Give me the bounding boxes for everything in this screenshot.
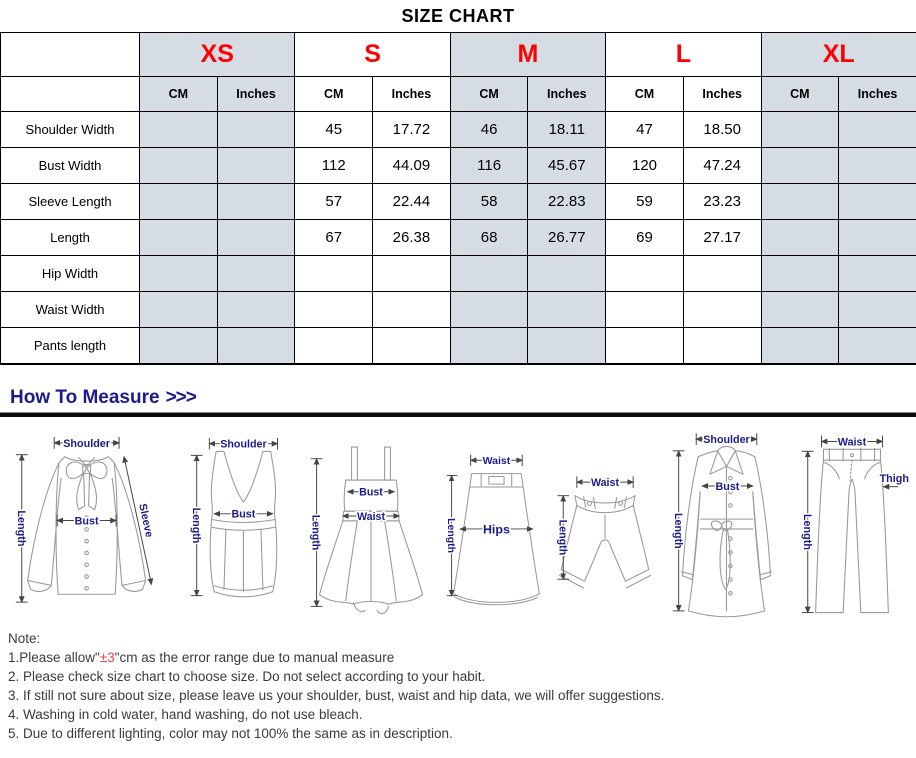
value-cell: 26.77 — [528, 220, 606, 256]
note-1-post: "cm as the error range due to manual measure — [115, 650, 394, 665]
value-cell — [761, 148, 839, 184]
size-header-row — [1, 33, 916, 77]
value-cell: 58 — [450, 184, 528, 220]
tank-shoulder-label: Shoulder — [221, 438, 267, 450]
table-row — [1, 112, 916, 148]
value-cell: 46 — [450, 112, 528, 148]
value-cell — [761, 220, 839, 256]
value-cell — [606, 256, 684, 292]
tank-top-outline — [210, 451, 277, 596]
row-label: Sleeve Length — [1, 184, 140, 220]
dress-bust-label: Bust — [359, 486, 383, 498]
value-cell — [606, 328, 684, 364]
notes-list — [8, 667, 916, 743]
value-cell — [373, 256, 451, 292]
tank-length-label: Length — [190, 507, 202, 543]
value-cell — [217, 292, 295, 328]
value-cell: 18.11 — [528, 112, 606, 148]
skirt-outline — [453, 473, 539, 604]
unit-header-xs-cm: CM — [140, 77, 218, 112]
unit-header-xl-cm: CM — [761, 77, 839, 112]
unit-header-m-cm: CM — [450, 77, 528, 112]
value-cell: 68 — [450, 220, 528, 256]
unit-header-xl-inches: Inches — [839, 77, 916, 112]
value-cell: 22.83 — [528, 184, 606, 220]
size-header-l: L — [606, 33, 761, 77]
value-cell — [217, 148, 295, 184]
value-cell — [295, 328, 373, 364]
note-line-2: 2. Please check size chart to choose size. Do not select according to your habit. — [8, 667, 916, 686]
notes-title: Note: — [8, 629, 916, 648]
value-cell — [761, 292, 839, 328]
value-cell — [839, 148, 916, 184]
shorts-outline — [560, 495, 651, 587]
dress-diagram — [303, 439, 439, 629]
row-label: Shoulder Width — [1, 112, 140, 148]
note-line-3: 3. If still not sure about size, please leave us your shoulder, bust, waist and hip data, we will offer suggestions. — [8, 686, 916, 705]
unit-header-s-cm: CM — [295, 77, 373, 112]
unit-header-l-cm: CM — [606, 77, 684, 112]
unit-header-m-inches: Inches — [528, 77, 606, 112]
note-line-1 — [8, 648, 916, 667]
value-cell — [450, 256, 528, 292]
row-label: Length — [1, 220, 140, 256]
size-chart-table — [0, 32, 916, 365]
page-title: SIZE CHART — [0, 6, 916, 32]
blouse-shoulder-label: Shoulder — [63, 437, 111, 449]
value-cell — [683, 292, 761, 328]
table-row — [1, 148, 916, 184]
value-cell — [217, 220, 295, 256]
table-row — [1, 256, 916, 292]
value-cell: 47 — [606, 112, 684, 148]
value-cell — [140, 292, 218, 328]
unit-header-s-inches: Inches — [373, 77, 451, 112]
row-label: Pants length — [1, 328, 140, 364]
blouse-length-label: Length — [15, 510, 27, 546]
skirt-hips-label: Hips — [483, 522, 510, 536]
size-header-xs: XS — [140, 33, 295, 77]
value-cell — [839, 328, 916, 364]
note-line-4: 4. Washing in cold water, hand washing, do not use bleach. — [8, 705, 916, 724]
value-cell: 27.17 — [683, 220, 761, 256]
value-cell — [450, 328, 528, 364]
value-cell: 44.09 — [373, 148, 451, 184]
how-to-measure-heading — [10, 387, 916, 409]
pants-diagram — [792, 429, 910, 627]
notes-section — [8, 629, 916, 743]
value-cell — [528, 256, 606, 292]
value-cell — [140, 256, 218, 292]
value-cell — [606, 292, 684, 328]
value-cell — [217, 112, 295, 148]
coat-length-label: Length — [671, 512, 683, 548]
value-cell: 18.50 — [683, 112, 761, 148]
value-cell — [761, 328, 839, 364]
value-cell — [140, 148, 218, 184]
skirt-waist-label: Waist — [483, 456, 511, 467]
value-cell: 59 — [606, 184, 684, 220]
value-cell — [217, 184, 295, 220]
value-cell — [761, 112, 839, 148]
value-cell — [373, 292, 451, 328]
value-cell: 120 — [606, 148, 684, 184]
dress-length-label: Length — [309, 514, 321, 550]
value-cell — [761, 256, 839, 292]
table-corner-top — [1, 33, 140, 77]
value-cell — [683, 256, 761, 292]
size-header-xl: XL — [761, 33, 916, 77]
value-cell — [295, 292, 373, 328]
measure-diagrams — [0, 417, 916, 621]
value-cell — [761, 184, 839, 220]
value-cell: 67 — [295, 220, 373, 256]
value-cell: 69 — [606, 220, 684, 256]
value-cell — [373, 328, 451, 364]
pants-outline — [816, 448, 889, 612]
skirt-length-label: Length — [445, 518, 456, 553]
value-cell — [839, 220, 916, 256]
shorts-diagram — [551, 451, 659, 621]
note-1-tolerance: ±3 — [100, 650, 115, 665]
size-header-s: S — [295, 33, 450, 77]
value-cell — [839, 184, 916, 220]
value-cell — [450, 292, 528, 328]
value-cell: 23.23 — [683, 184, 761, 220]
dress-outline — [319, 447, 422, 614]
note-1-pre: 1.Please allow" — [8, 650, 100, 665]
how-to-measure-text: How To Measure — [10, 387, 160, 408]
table-row — [1, 220, 916, 256]
unit-header-l-inches: Inches — [683, 77, 761, 112]
value-cell: 45.67 — [528, 148, 606, 184]
unit-header-row — [1, 77, 916, 112]
row-label: Waist Width — [1, 292, 140, 328]
value-cell — [140, 328, 218, 364]
value-cell: 26.38 — [373, 220, 451, 256]
coat-shoulder-label: Shoulder — [703, 434, 750, 446]
value-cell: 22.44 — [373, 184, 451, 220]
value-cell — [217, 256, 295, 292]
unit-header-xs-inches: Inches — [217, 77, 295, 112]
shorts-waist-label: Waist — [591, 476, 620, 488]
value-cell: 47.24 — [683, 148, 761, 184]
value-cell — [528, 328, 606, 364]
shorts-length-label: Length — [557, 519, 569, 555]
value-cell — [140, 220, 218, 256]
value-cell: 45 — [295, 112, 373, 148]
table-corner-bottom — [1, 77, 140, 112]
table-row — [1, 328, 916, 364]
table-row — [1, 292, 916, 328]
dress-waist-label: Waist — [357, 510, 386, 522]
value-cell — [140, 184, 218, 220]
pants-length-label: Length — [801, 513, 813, 549]
value-cell — [217, 328, 295, 364]
value-cell — [140, 112, 218, 148]
value-cell — [528, 292, 606, 328]
pants-thigh-label: Thigh — [880, 472, 909, 484]
chevron-right-icon: >>> — [166, 387, 196, 408]
skirt-diagram — [444, 445, 546, 631]
tank-bust-label: Bust — [232, 508, 256, 520]
note-line-5: 5. Due to different lighting, color may not 100% the same as in description. — [8, 724, 916, 743]
size-header-m: M — [450, 33, 605, 77]
table-row — [1, 184, 916, 220]
tank-top-diagram — [185, 427, 297, 623]
coat-outline — [681, 446, 771, 616]
value-cell: 112 — [295, 148, 373, 184]
value-cell: 57 — [295, 184, 373, 220]
pants-waist-label: Waist — [838, 436, 867, 448]
blouse-bust-label: Bust — [75, 515, 99, 527]
blouse-diagram — [8, 425, 180, 621]
value-cell — [839, 256, 916, 292]
value-cell — [295, 256, 373, 292]
row-label: Bust Width — [1, 148, 140, 184]
row-label: Hip Width — [1, 256, 140, 292]
value-cell: 116 — [450, 148, 528, 184]
value-cell — [683, 328, 761, 364]
value-cell — [839, 292, 916, 328]
value-cell — [839, 112, 916, 148]
value-cell: 17.72 — [373, 112, 451, 148]
coat-bust-label: Bust — [715, 480, 739, 492]
blouse-sleeve-label: Sleeve — [136, 502, 155, 538]
coat-diagram — [665, 425, 787, 625]
